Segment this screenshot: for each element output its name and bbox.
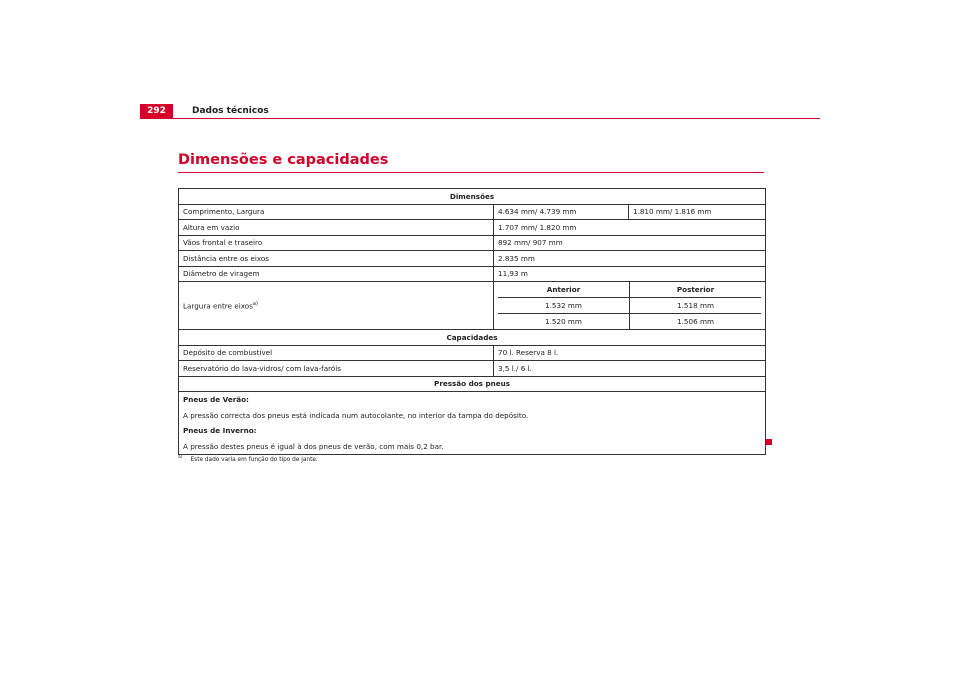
tyres-heading: Pressão dos pneus xyxy=(179,376,766,392)
row-label: Distância entre os eixos xyxy=(179,251,494,267)
row-label: Diâmetro de viragem xyxy=(179,266,494,282)
header-title: Dados técnicos xyxy=(192,106,269,116)
table-row xyxy=(179,345,766,361)
table-row xyxy=(179,189,766,205)
col-front-header: Anterior xyxy=(546,285,581,294)
track-front-2: 1.520 mm xyxy=(498,314,630,330)
table-row xyxy=(179,376,766,392)
track-subtable xyxy=(498,282,761,329)
row-value: 892 mm/ 907 mm xyxy=(494,235,766,251)
row-label: Comprimento, Largura xyxy=(179,204,494,220)
table-row xyxy=(179,361,766,377)
section-title: Dimensões e capacidades xyxy=(178,152,389,168)
track-rear-2: 1.506 mm xyxy=(630,314,762,330)
track-values xyxy=(494,282,766,330)
track-label: Largura entre eixos xyxy=(183,301,253,311)
page-number: 292 xyxy=(140,104,173,119)
footnote xyxy=(178,455,318,463)
section-rule xyxy=(178,172,764,173)
row-value: 2.835 mm xyxy=(494,251,766,267)
row-value: 1.707 mm/ 1.820 mm xyxy=(494,220,766,236)
table-row xyxy=(179,220,766,236)
row-value: 3,5 l./ 6 l. xyxy=(494,361,766,377)
summer-text: A pressão correcta dos pneus está indicada num autocolante, no interior da tampa do depósito. xyxy=(183,410,529,420)
table-row-track xyxy=(179,282,766,330)
tyres-cell xyxy=(179,392,766,455)
row-label: Vãos frontal e traseiro xyxy=(179,235,494,251)
row-value: 70 l. Reserva 8 l. xyxy=(494,345,766,361)
table-row xyxy=(179,251,766,267)
row-label: Altura em vazio xyxy=(179,220,494,236)
end-of-section-marker xyxy=(766,439,772,445)
table-row xyxy=(179,235,766,251)
specs-table xyxy=(178,188,766,455)
track-front-1: 1.532 mm xyxy=(498,298,630,314)
winter-label: Pneus de Inverno: xyxy=(183,426,257,435)
winter-text: A pressão destes pneus é igual à dos pneus de verão, com mais 0,2 bar. xyxy=(183,441,444,451)
track-rear-1: 1.518 mm xyxy=(630,298,762,314)
table-row xyxy=(179,266,766,282)
footnote-mark: a) xyxy=(178,455,183,460)
row-value: 4.634 mm/ 4.739 mm xyxy=(494,204,629,220)
table-row xyxy=(179,204,766,220)
header-rule xyxy=(173,118,820,119)
row-value: 11,93 m xyxy=(494,266,766,282)
row-label: Depósito de combustível xyxy=(179,345,494,361)
summer-label: Pneus de Verão: xyxy=(183,395,249,404)
table-row-tyres xyxy=(179,392,766,455)
footnote-ref: a) xyxy=(252,300,258,307)
capacities-heading: Capacidades xyxy=(179,330,766,346)
footnote-text: Este dado varia em função do tipo de jante. xyxy=(190,456,318,463)
track-label-cell xyxy=(179,282,494,330)
table-row xyxy=(179,330,766,346)
dimensions-heading: Dimensões xyxy=(179,189,766,205)
col-rear-header: Posterior xyxy=(630,282,762,298)
row-value-2: 1.810 mm/ 1.816 mm xyxy=(629,204,766,220)
page-header xyxy=(140,104,820,119)
row-label: Reservatório do lava-vidros/ com lava-faróis xyxy=(179,361,494,377)
